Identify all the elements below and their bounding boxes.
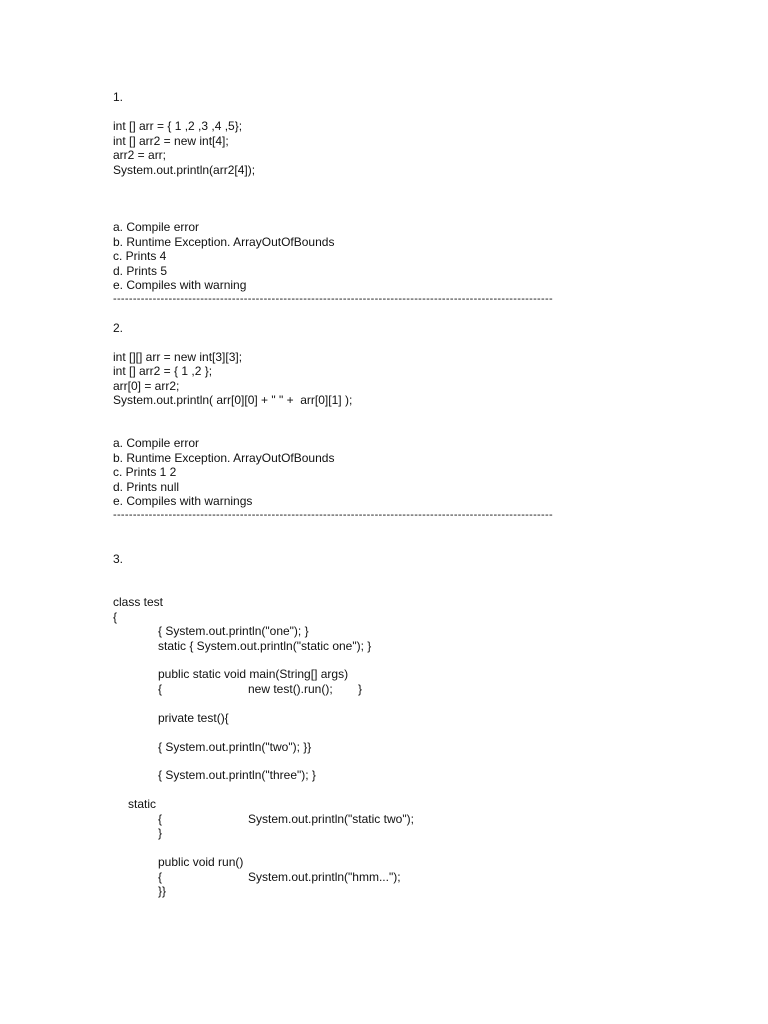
question-1-number: 1. (113, 90, 124, 104)
q3-code-line: private test(){ (158, 711, 229, 725)
q2-option-c: c. Prints 1 2 (113, 465, 177, 479)
q3-code-line: static (128, 797, 157, 811)
q1-code-line: System.out.println(arr2[4]); (113, 163, 256, 177)
q1-option-b: b. Runtime Exception. ArrayOutOfBounds (113, 235, 335, 249)
question-3-number: 3. (113, 552, 124, 566)
q3-code-line: static { System.out.println("static one"); } (158, 639, 372, 653)
q3-code-line: { System.out.println("two"); }} (158, 740, 312, 754)
q1-code-line: int [] arr2 = new int[4]; (113, 134, 229, 148)
q2-code-line: arr[0] = arr2; (113, 379, 180, 393)
q1-code-line: arr2 = arr; (113, 148, 167, 162)
q1-option-d: d. Prints 5 (113, 264, 168, 278)
separator-2: --------------------------------------------------------------------------------------------------------------- (113, 509, 553, 521)
q1-option-e: e. Compiles with warning (113, 278, 247, 292)
q2-code-line: System.out.println( arr[0][0] + " " + arr[0][1] ); (113, 393, 353, 407)
q2-option-e: e. Compiles with warnings (113, 494, 253, 508)
q3-code-line: { System.out.println("one"); } (158, 624, 309, 638)
q2-option-a: a. Compile error (113, 436, 200, 450)
q3-code-line: { System.out.println("three"); } (158, 768, 316, 782)
q2-code-line: int [][] arr = new int[3][3]; (113, 350, 243, 364)
q3-code-line: new test().run(); (248, 682, 333, 696)
q3-code-line: }} (158, 884, 167, 898)
q1-option-a: a. Compile error (113, 220, 200, 234)
q2-option-d: d. Prints null (113, 480, 180, 494)
q3-code-line: System.out.println("static two"); (248, 812, 414, 826)
q3-code-line: System.out.println("hmm..."); (248, 870, 401, 884)
q3-code-line: } (158, 826, 163, 840)
q3-code-line: public static void main(String[] args) (158, 667, 349, 681)
separator-1: --------------------------------------------------------------------------------------------------------------- (113, 293, 553, 305)
q3-code-line: { (158, 870, 163, 884)
q2-option-b: b. Runtime Exception. ArrayOutOfBounds (113, 451, 335, 465)
q1-option-c: c. Prints 4 (113, 249, 167, 263)
q1-code-line: int [] arr = { 1 ,2 ,3 ,4 ,5}; (113, 119, 243, 133)
q3-code-line: { (158, 682, 163, 696)
q3-code-line: { (158, 812, 163, 826)
question-2-number: 2. (113, 321, 124, 335)
q3-code-line: public void run() (158, 855, 244, 869)
q3-code-line: { (113, 610, 118, 624)
q3-code-line: class test (113, 595, 164, 609)
q2-code-line: int [] arr2 = { 1 ,2 }; (113, 364, 213, 378)
q3-code-line: } (358, 682, 363, 696)
